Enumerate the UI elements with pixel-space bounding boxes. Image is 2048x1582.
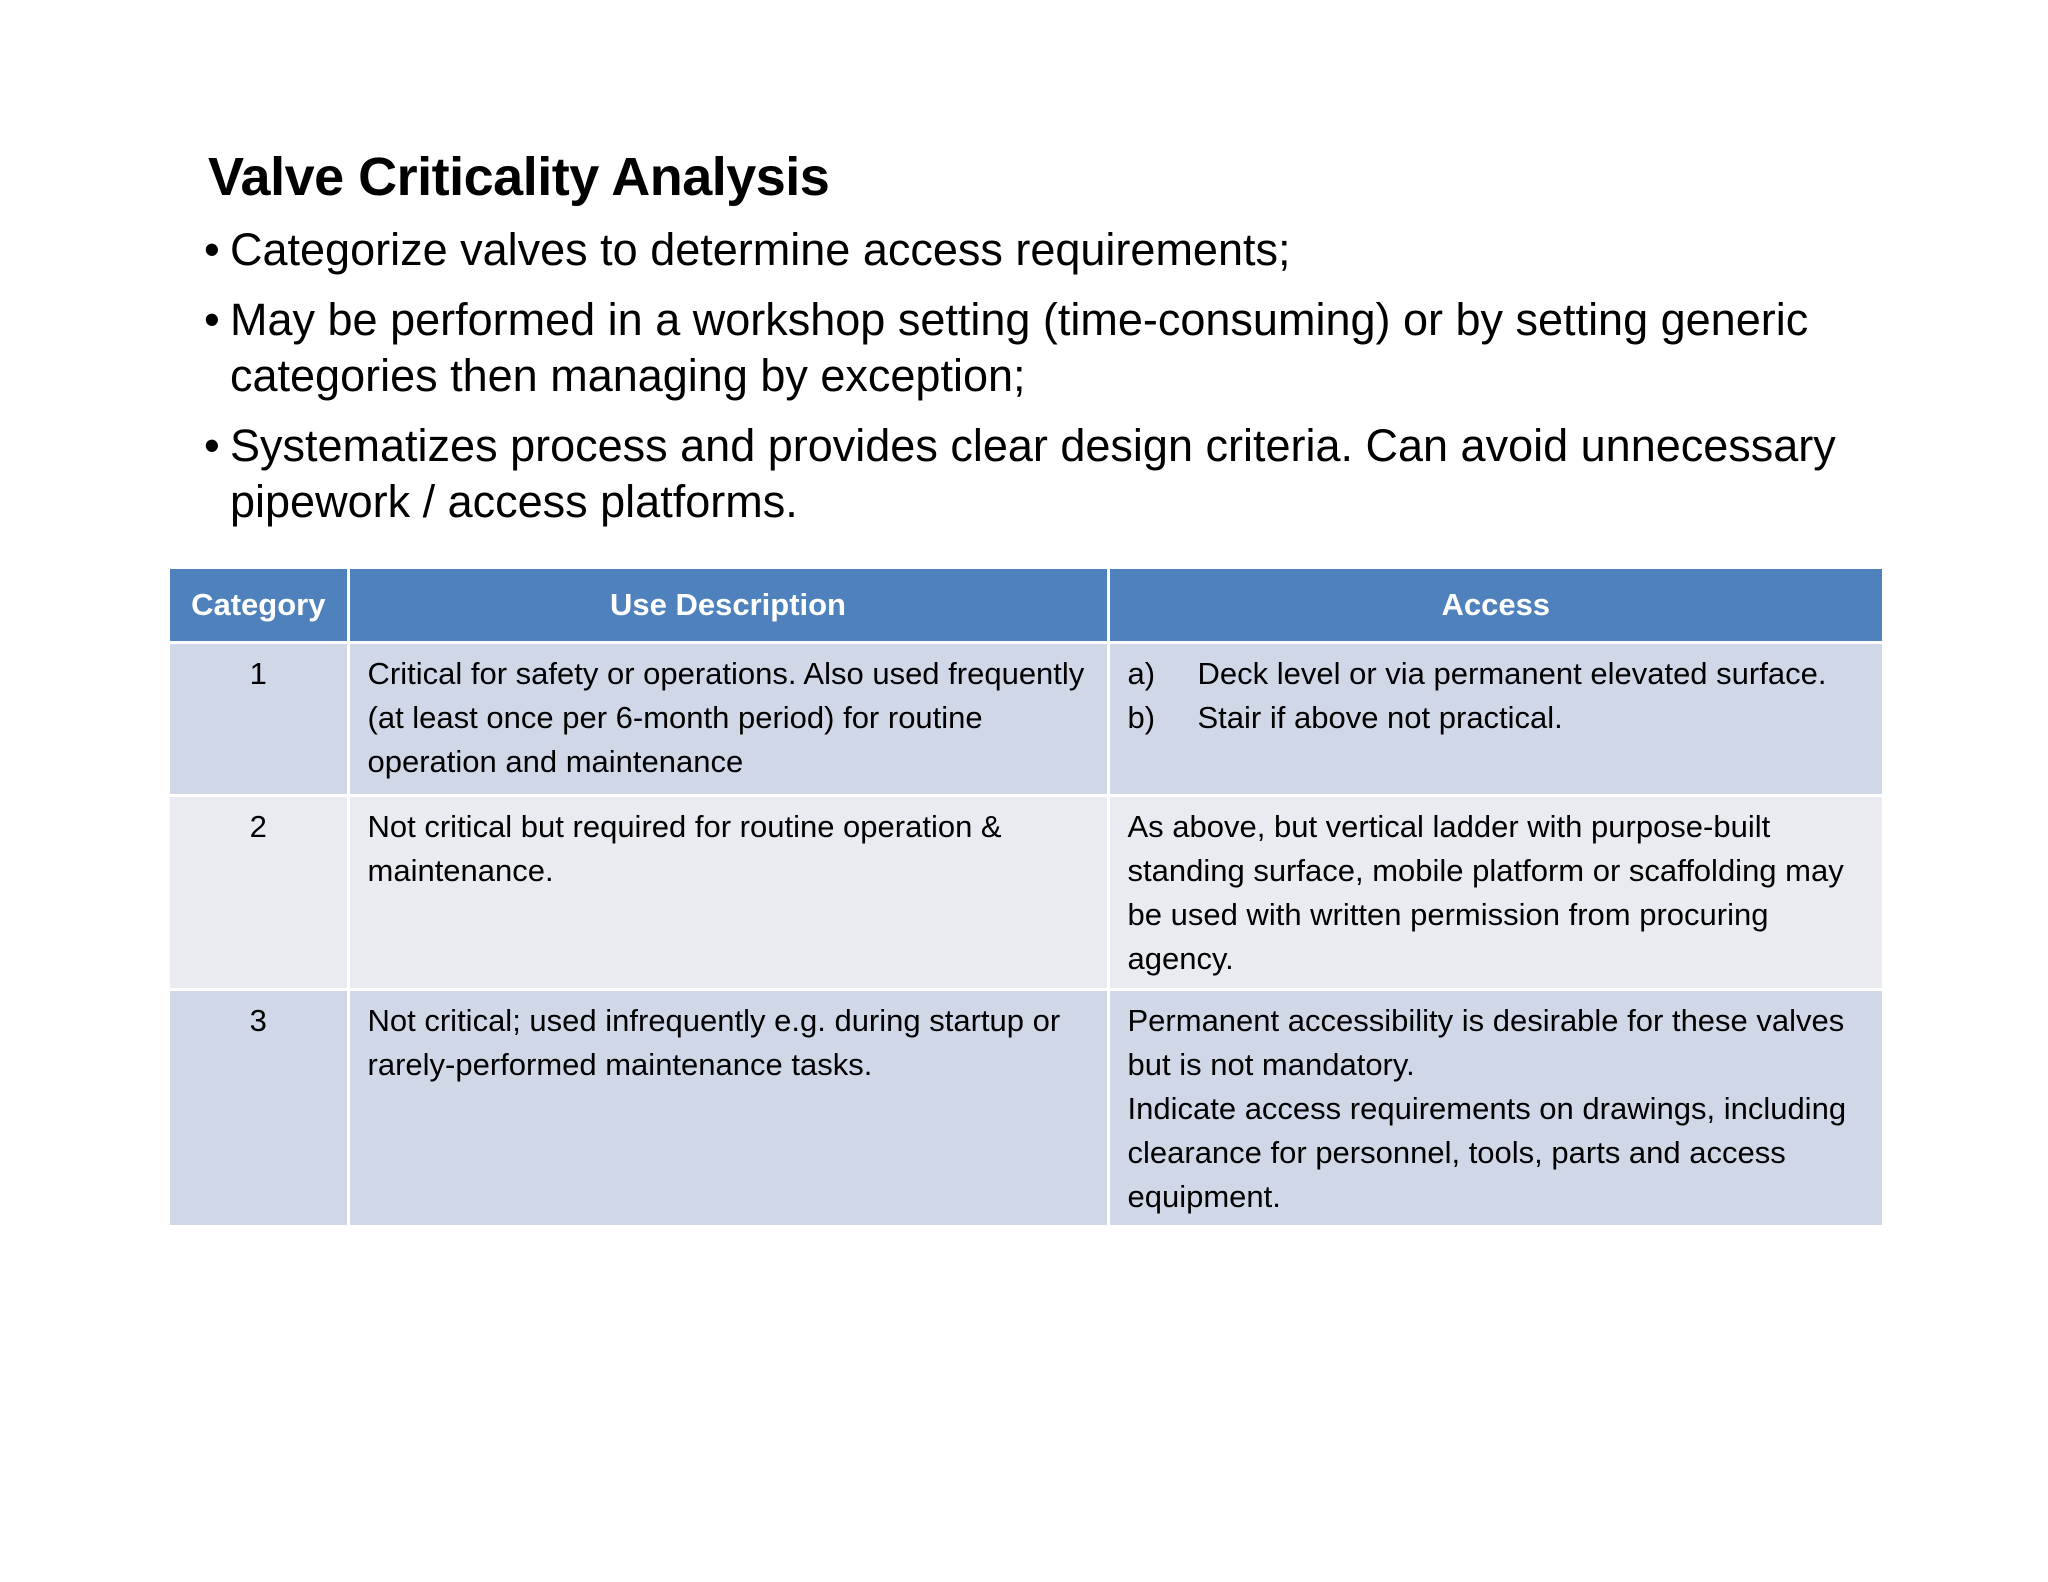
table-row (170, 990, 1882, 1227)
list-marker: b) (1127, 700, 1156, 735)
cell-category: 2 (170, 796, 348, 990)
access-line: Permanent accessibility is desirable for these valves but is not mandatory. (1127, 1003, 1845, 1082)
cell-use-description: Not critical but required for routine operation & maintenance. (348, 796, 1108, 990)
bullet-marker: • (204, 224, 220, 275)
cell-category: 1 (170, 643, 348, 796)
bullet-marker: • (204, 420, 220, 471)
access-list-item (1128, 696, 1867, 740)
table-header-row (170, 569, 1882, 643)
slide-title: Valve Criticality Analysis (208, 147, 830, 207)
cell-use-description: Critical for safety or operations. Also used frequently (at least once per 6-month period) for routine operation and maintenance (348, 643, 1108, 796)
bullet-text: May be performed in a workshop setting (time-consuming) or by setting generic categories then managing by exception; (230, 294, 1809, 401)
cell-access: As above, but vertical ladder with purpose-built standing surface, mobile platform or scaffolding may be used with written permission from procuring agency. (1108, 796, 1882, 990)
bullet-list (204, 222, 1844, 544)
bullet-item (204, 292, 1844, 404)
bullet-text: Categorize valves to determine access requirements; (230, 224, 1291, 275)
access-line: Indicate access requirements on drawings, including clearance for personnel, tools, parts and access equipment. (1127, 1091, 1847, 1214)
access-list-item (1128, 652, 1867, 696)
cell-use-description: Not critical; used infrequently e.g. during startup or rarely-performed maintenance tasks. (348, 990, 1108, 1227)
access-item-text: Stair if above not practical. (1197, 700, 1563, 735)
bullet-text: Systematizes process and provides clear design criteria. Can avoid unnecessary pipework / access platforms. (230, 420, 1836, 527)
header-use-description: Use Description (348, 569, 1108, 643)
bullet-item (204, 418, 1844, 530)
cell-access (1108, 990, 1882, 1227)
table-row (170, 643, 1882, 796)
header-category: Category (170, 569, 348, 643)
cell-category: 3 (170, 990, 348, 1227)
access-item-text: Deck level or via permanent elevated surface. (1197, 656, 1827, 691)
header-access: Access (1108, 569, 1882, 643)
table-row (170, 796, 1882, 990)
criticality-table (170, 569, 1882, 1228)
bullet-item (204, 222, 1844, 278)
list-marker: a) (1127, 656, 1156, 691)
cell-access (1108, 643, 1882, 796)
access-list (1128, 652, 1867, 740)
bullet-marker: • (204, 294, 220, 345)
